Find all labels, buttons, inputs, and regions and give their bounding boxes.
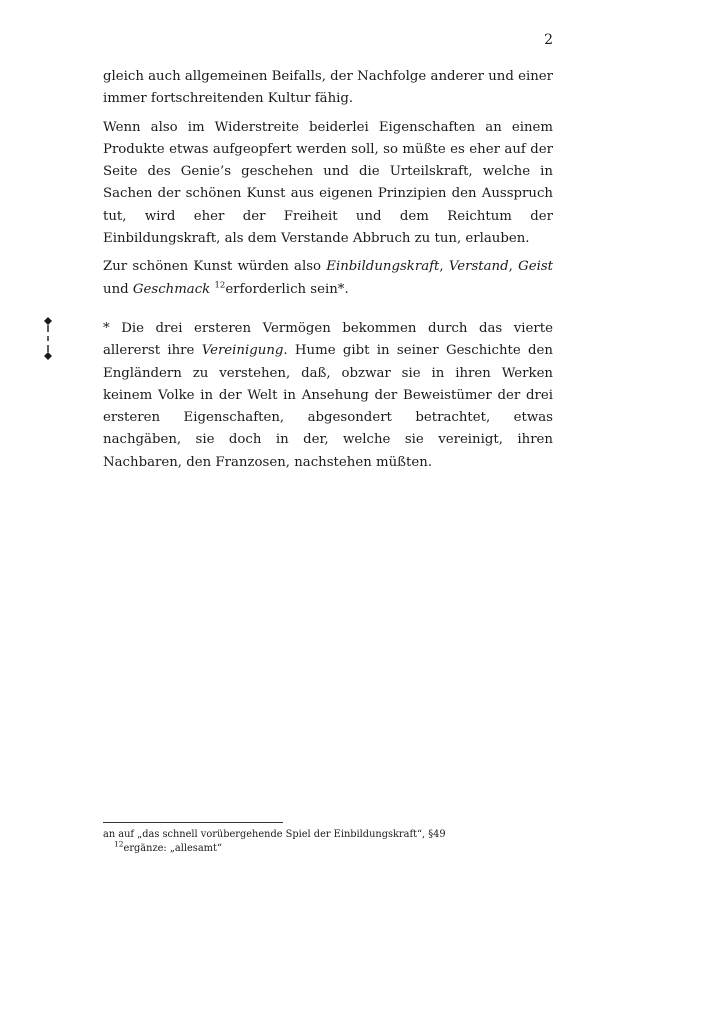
text-segment: . Hume gibt in seiner Geschichte den Engländern zu verstehen, daß, obzwar sie in ihren Werken keinem Volke in der Welt in Ansehung der Beweistümer der drei ersteren Eigenschaften, abgesondert betrachtet, etwas nachgäben, sie doch in der, welche sie vereinigt, ihren Nachbaren, den Franzosen, nachstehen müßten.: [103, 343, 553, 470]
footnote-paragraph: [103, 318, 553, 474]
footnote-ref-12[interactable]: 12: [214, 280, 226, 291]
asterisk-footnote: [103, 318, 553, 474]
bottom-footnotes: [103, 828, 553, 855]
footnote-number: 12: [114, 839, 124, 849]
text-segment: erforderlich sein*.: [225, 281, 349, 297]
footnote-rule: [103, 822, 283, 823]
term-einbildungskraft: Einbildungskraft: [326, 259, 440, 275]
paragraph-final: [103, 256, 553, 301]
text-segment: Zur schönen Kunst würden also: [103, 259, 327, 275]
text-segment: ,: [439, 259, 449, 275]
paragraph: gleich auch allgemeinen Beifalls, der Nachfolge anderer und einer immer fortschreitenden Kultur fähig.: [103, 69, 553, 107]
term-vereinigung: Vereinigung: [201, 343, 284, 359]
page-number: 2: [544, 32, 553, 48]
term-verstand: Verstand: [448, 259, 509, 275]
diamond-marker-icon: [41, 316, 55, 362]
paragraph: Wenn also im Widerstreite beiderlei Eigenschaften an einem Produkte etwas aufgeopfert werden soll, so müßte es eher auf der Seite des Genie’s geschehen und die Urteilskraft, welche in Sachen der schönen Kunst aus eigenen Prinzipien den Ausspruch tut, wird eher der Freiheit und dem Reichtum der Einbildungskraft, als dem Verstande Abbruch zu tun, erlauben.: [103, 119, 553, 247]
text-segment: und: [103, 281, 133, 297]
text-segment: ,: [508, 259, 519, 275]
footnote-text: ergänze: „allesamt“: [123, 842, 222, 854]
term-geschmack: Geschmack: [132, 281, 211, 297]
footnote-continuation: an auf „das schnell vorübergehende Spiel der Einbildungskraft“, §49: [103, 829, 446, 840]
main-text: [103, 66, 553, 307]
term-geist: Geist: [518, 259, 553, 275]
text-segment: * Die drei ersteren Vermögen bekommen durch das vierte allererst ihre: [103, 321, 553, 359]
footnote-12: [103, 839, 553, 856]
